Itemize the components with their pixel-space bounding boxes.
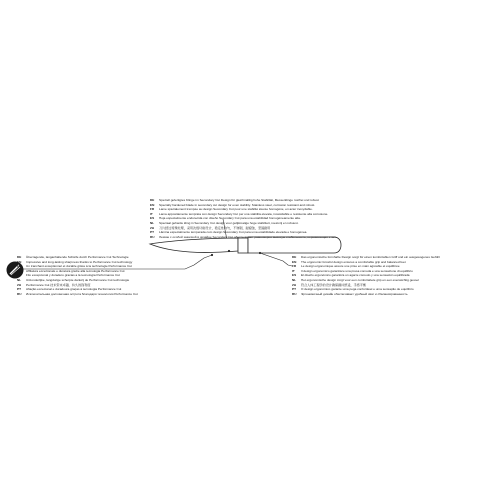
top-multilingual-text [150,198,338,239]
text-line-zh: ZH Performance Cut 技术带来卓越、持久的锋利度 [17,282,91,287]
text-line-es: ES El diseño ergonómico garantiza un agarre cómodo y una sensación equilibrada [292,273,410,278]
text-line-fr: FR Un tranchant exceptionnel et durable grâce à la technologie Performance Cut [17,264,132,269]
leader-bottom-right [260,253,292,266]
knife-blade [150,238,238,252]
knife-handle [248,237,341,253]
text-line-de: DE Speziell gefertigtes Klinge im Secondary Cut Design für gleichmäßig hohe Stabilität, Messerklinge rostfrei und robust [150,198,319,202]
leader-dot-top [228,250,230,252]
text-line-nl: NL Speciaal geharde kling in Secondary Cut design voor gelijkmatige hoge stabiliteit, roestvrij en robuust. [150,220,299,225]
bottom-left-multilingual-text [17,255,138,296]
text-line-pt: PT Lâmina especialmente temperada com design Secondary Cut para uma estabilidade elevada e homogénea. [150,230,308,235]
text-line-nl: NL Het ergonomische design zorgt voor een comfortabele grip en een evenwichtig gevoel [292,277,419,282]
knife-bolster [238,238,248,253]
text-line-fr: FR Le design ergonomique assure une prise en main agréable et équilibrée [292,264,400,269]
text-line-pt: PT O design ergonómico garante uma pega confortável e uma sensação de equilíbrio [292,287,414,292]
text-line-fr: FR Lame spécialement trempée au design Secondary Cut pour une stabilité élevée homogène, en acier inoxydable. [150,207,313,212]
text-line-es: ES Filo excepcional y duradero gracias a la tecnología Performance Cut [17,273,120,278]
text-line-it: IT Affilatura eccezionale e duratura grazie alla tecnologia Performance Cut [17,268,125,273]
text-line-pt: PT Afiação excecional e duradoura graças à tecnologia Performance Cut [17,287,122,292]
text-line-ru: RU Лезвие с особой закалкой в дизайне Secondary Cut обеспечивает равномерно высокую стабильность, нержавеющая сталь. [150,234,338,239]
text-line-en: EN Specially hardened blade in secondary cut design for even stability. Stainless steel, corrosion resistant and robust. [150,202,316,207]
text-line-zh: ZH 刀片经过特殊处理，采用次级切削设计，稳定性均匀，不锈钢，耐腐蚀，坚固耐用 [150,225,271,230]
text-line-en: EN Impressive and long-lasting sharpness thanks to Performance Cut technology [17,259,133,264]
text-line-ru: RU Исключительная долговечная острота благодаря технологии Performance Cut [17,291,138,296]
text-line-de: DE Das ergonomische formhafte Design sorgt für einen komfortablen Griff und ein ausgewogenes Gefühl [292,255,440,259]
text-line-zh: ZH 符合人体工程学的设计确保握持舒适，手感平衡 [292,282,366,287]
bottom-right-multilingual-text [292,255,440,296]
text-line-it: IT Lama appositamente temprata con design Secondary Cut per una stabilità elevata, inossidabile e resistente alla corrosione. [150,211,329,216]
text-line-ru: RU Эргономичный дизайн обеспечивает удобный хват и сбалансированность [292,291,408,296]
leader-dot-right [259,252,261,254]
text-line-it: IT Il design ergonomico garantisce una presa comoda e una sensazione di equilibrio [292,268,413,273]
leader-dot-left [211,254,213,256]
text-line-de: DE Überragende, langanhaltende Schärfe durch Performance Cut Technologie [17,255,129,259]
text-line-en: EN The ergonomic forceful design ensures a comfortable grip and balanced feel. [292,259,407,264]
text-line-es: ES Hoja especialmente endurecida con diseño Secondary Cut para una estabilidad homogéneamente alta. [150,216,301,221]
text-line-nl: NL Uitzonderlijke, langdurige scherpte dankzij de Performance Cut technologie [17,277,130,282]
